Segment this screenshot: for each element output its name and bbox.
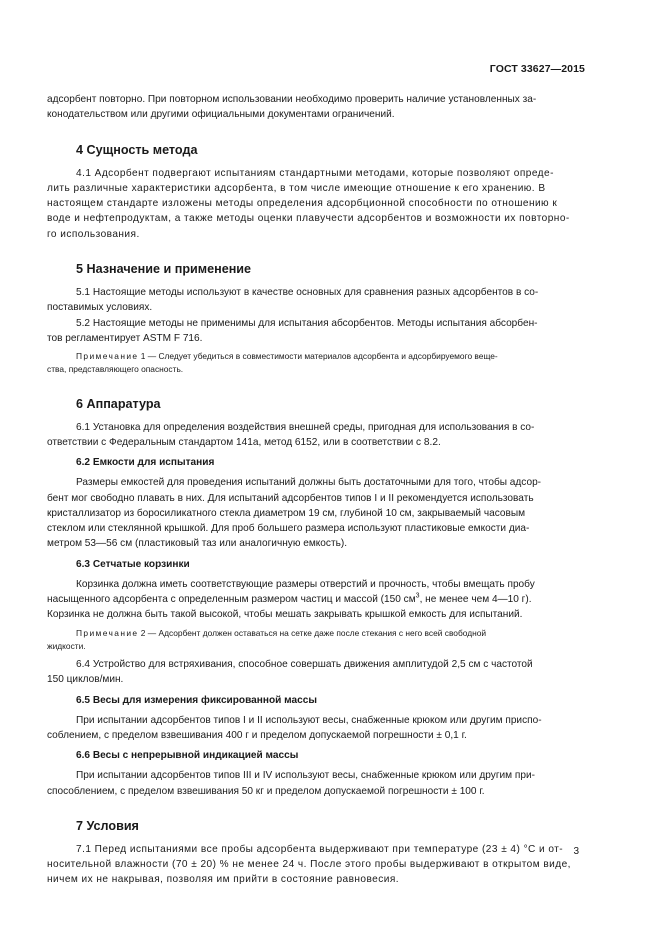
para-4-1: 4.1 Адсорбент подвергают испытаниям стандартными методами, которые позволяют опреде- лить различные характеристики адсорбента, в том числе имеющие отношение к его хранению. В настоящем стандарте изложены методы определения адсорбционной способности по отношению к воде и нефтепродуктам, а также методы оценки плавучести адсорбентов и возможности их повторно- го использования. [47,167,570,240]
para-5-1: 5.1 Настоящие методы используют в качестве основных для сравнения разных адсорбентов в со- поставимых условиях. [47,287,539,314]
document-code-header: ГОСТ 33627—2015 [489,63,585,75]
section-6-title: 6 Аппаратура [76,396,161,411]
para-6-3 [47,577,585,623]
subsection-6-2-title: 6.2 Емкости для испытания [76,457,215,469]
para-7-1: 7.1 Перед испытаниями все пробы адсорбента выдерживают при температуре (23 ± 4) °С и от- носительной влажности (70 ± 20) % не менее 24 ч. После этого пробы выдерживают в открытом виде, ничем их не накрывая, позволяя им прийти в состояние равновесия. [47,843,571,886]
para-6-4: 6.4 Устройство для встряхивания, способное совершать движения амплитудой 2,5 см с частотой 150 циклов/мин. [47,659,533,686]
para-5-2: 5.2 Настоящие методы не применимы для испытания абсорбентов. Методы испытания абсорбен- тов регламентирует ASTM F 716. [47,317,538,344]
subsection-6-6-title: 6.6 Весы с непрерывной индикацией массы [76,750,299,762]
note-1 [47,350,585,376]
page-content [47,92,585,888]
note-2-text: 2 — Адсорбент должен оставаться на сетке даже после стекания с него всей свободной жидкости. [47,627,487,651]
para-6-2: Размеры емкостей для проведения испытаний должны быть достаточными для того, чтобы адсор- бент мог свободно плавать в них. Для испытаний адсорбентов типов I и II рекомендуется использовать кристаллизатор из боросиликатного стекла диаметром 19 см, глубиной 10 см, закрываемый часовым стеклом или стеклянной крышкой. Для проб большего размера используют пластиковые емкости диа- метром 53—56 см (пластиковый таз или аналогичную емкость). [47,477,542,550]
note-1-label: Примечание [76,351,139,362]
para-6-6: При испытании адсорбентов типов III и IV используют весы, снабженные крюком или другим при- способлением, с пределом взвешивания 50 кг и пределом допускаемой погрешности ± 100 г. [47,770,535,797]
page-number: 3 [573,846,579,857]
section-5-title: 5 Назначение и применение [76,262,252,277]
note-1-text: 1 — Следует убедиться в совместимости материалов адсорбента и адсорбируемого веще- ства, представляющего опасность. [47,351,498,375]
para-6-3-text-b: , не менее чем 4—10 г). Корзинка не должна быть такой высокой, чтобы мешать закрывать крышкой емкость для испытаний. [47,594,532,621]
para-6-1: 6.1 Установка для определения воздействия внешней среды, пригодная для использования в со- ответствии с Федеральным стандартом 141а, метод 6152, или в соответствии с 8.2. [47,421,535,448]
section-7-title: 7 Условия [76,818,139,833]
note-2 [47,627,585,653]
cubic-superscript: 3 [415,592,420,600]
section-4-title: 4 Сущность метода [76,142,198,157]
subsection-6-5-title: 6.5 Весы для измерения фиксированной массы [76,694,317,706]
para-6-5: При испытании адсорбентов типов I и II используют весы, снабженные крюком или другим приспо- соблением, с пределом взвешивания 400 г и пределом допускаемой погрешности ± 0,1 г. [47,714,542,741]
note-2-label: Примечание [76,627,139,638]
subsection-6-3-title: 6.3 Сетчатые корзинки [76,558,190,570]
para-6-3-text-a: Корзинка должна иметь соответствующие размеры отверстий и прочность, чтобы вмещать пробу насыщенного адсорбента с определенным размером частиц и массой (150 см [47,578,535,606]
intro-paragraph: адсорбент повторно. При повторном использовании необходимо проверить наличие установленных за- конодательством или другими официальными документами ограничений. [47,94,537,121]
